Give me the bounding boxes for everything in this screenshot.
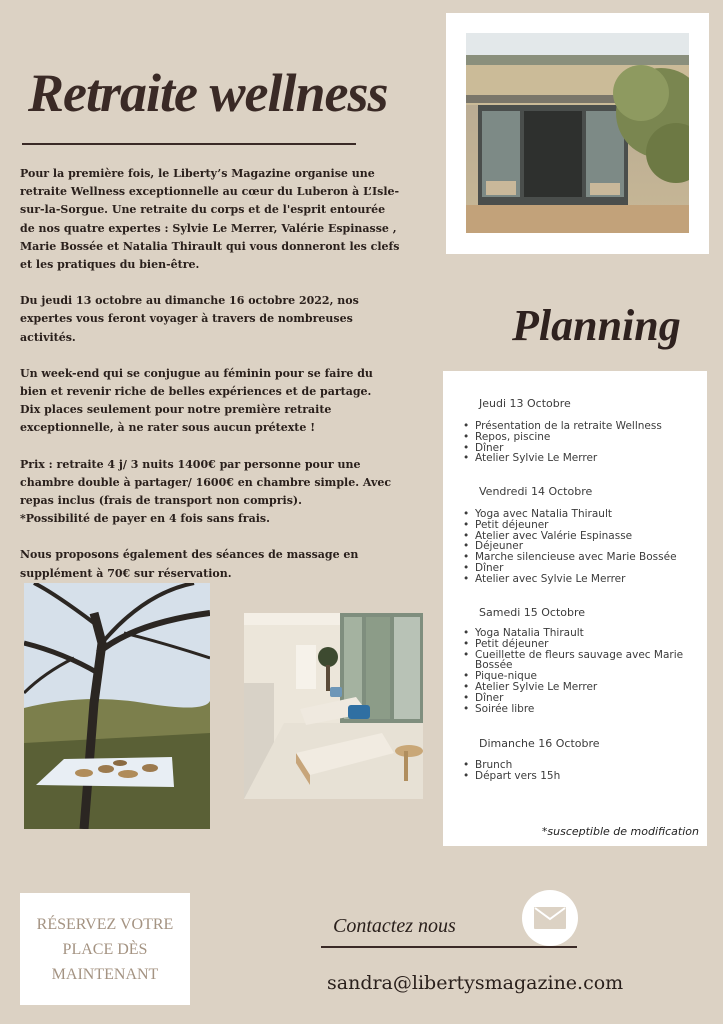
list-item: • Présentation de la retraite Wellness: [461, 421, 697, 432]
envelope-icon: [534, 907, 566, 929]
intro-text: [20, 165, 400, 601]
day-heading: Samedi 15 Octobre: [479, 606, 586, 619]
day-heading: Jeudi 13 Octobre: [479, 397, 571, 410]
reserve-button[interactable]: [20, 893, 190, 1005]
list-item: • Soirée libre: [461, 704, 697, 715]
lounge-photo: [244, 613, 423, 799]
day-activity-list: [461, 760, 697, 782]
list-item: • Marche silencieuse avec Marie Bossée: [461, 552, 697, 563]
intro-paragraph-4: Dix places seulement pour notre première retraite exceptionnelle, à ne rater sous aucun prétexte !: [20, 403, 332, 435]
modification-note: *susceptible de modification: [541, 825, 699, 838]
picnic-illustration: [24, 583, 210, 829]
terrace-photo: [466, 33, 689, 233]
picnic-photo: [24, 583, 210, 829]
list-item: • Atelier Sylvie Le Merrer: [461, 453, 697, 464]
intro-paragraph-3: Un week-end qui se conjugue au féminin pour se faire du bien et revenir riche de belles expériences et de partage.: [20, 366, 373, 399]
planning-title: Planning: [512, 301, 681, 350]
day-activity-list: [461, 628, 697, 714]
lounge-illustration: [244, 613, 423, 799]
intro-paragraph-2: Du jeudi 13 octobre au dimanche 16 octobre 2022, nos expertes vous feront voyager à travers de nombreuses activités.: [20, 294, 359, 344]
contact-divider: [321, 946, 577, 948]
day-activity-list: [461, 509, 697, 585]
list-item: • Pique-nique: [461, 671, 697, 682]
terrace-photo-frame: [446, 13, 709, 254]
reserve-label: RÉSERVEZ VOTRE PLACE DÈS MAINTENANT: [36, 915, 174, 983]
list-item: • Petit déjeuner: [461, 520, 697, 531]
intro-price: Prix : retraite 4 j/ 3 nuits 1400€ par personne pour une chambre double à partager/ 1600€ en chambre simple. Avec repas inclus (frais de transport non compris).: [20, 457, 392, 508]
day-heading: Dimanche 16 Octobre: [479, 737, 600, 750]
list-item: • Dîner: [461, 693, 697, 704]
list-item: • Cueillette de fleurs sauvage avec Marie Bossée: [461, 650, 697, 672]
list-item: • Départ vers 15h: [461, 771, 697, 782]
list-item: • Dîner: [461, 563, 697, 574]
contact-email-link[interactable]: sandra@libertysmagazine.com: [327, 972, 624, 994]
list-item: • Atelier Sylvie Le Merrer: [461, 682, 697, 693]
intro-massage: Nous proposons également des séances de massage en supplément à 70€ sur réservation.: [20, 548, 359, 580]
contact-label: Contactez nous: [333, 915, 456, 937]
list-item: • Brunch: [461, 760, 697, 771]
list-item: • Dîner: [461, 443, 697, 454]
list-item: • Petit déjeuner: [461, 639, 697, 650]
intro-paragraph-1: Pour la première fois, le Liberty’s Magazine organise une retraite Wellness exceptionnelle au cœur du Luberon à L’Isle-sur-la-Sorgue. Une retraite du corps et de l'esprit entourée de nos quatre expertes : Sylvie Le Merrer, Valérie Espinasse , Marie Bossée et Natalia Thirault qui vous donneront les clefs et les pratiques du bien-être.: [20, 167, 400, 272]
intro-payment-note: *Possibilité de payer en 4 fois sans frais.: [20, 512, 270, 526]
list-item: • Déjeuner: [461, 541, 697, 552]
list-item: • Yoga Natalia Thirault: [461, 628, 697, 639]
day-activity-list: [461, 421, 697, 464]
terrace-illustration: [466, 33, 689, 233]
page-title: Retraite wellness: [28, 63, 388, 123]
list-item: • Atelier avec Valérie Espinasse: [461, 531, 697, 542]
list-item: • Repos, piscine: [461, 432, 697, 443]
planning-panel: [443, 371, 707, 846]
list-item: • Atelier avec Sylvie Le Merrer: [461, 574, 697, 585]
title-divider: [22, 143, 356, 145]
day-heading: Vendredi 14 Octobre: [479, 485, 593, 498]
list-item: • Yoga avec Natalia Thirault: [461, 509, 697, 520]
mail-button[interactable]: [522, 890, 578, 946]
